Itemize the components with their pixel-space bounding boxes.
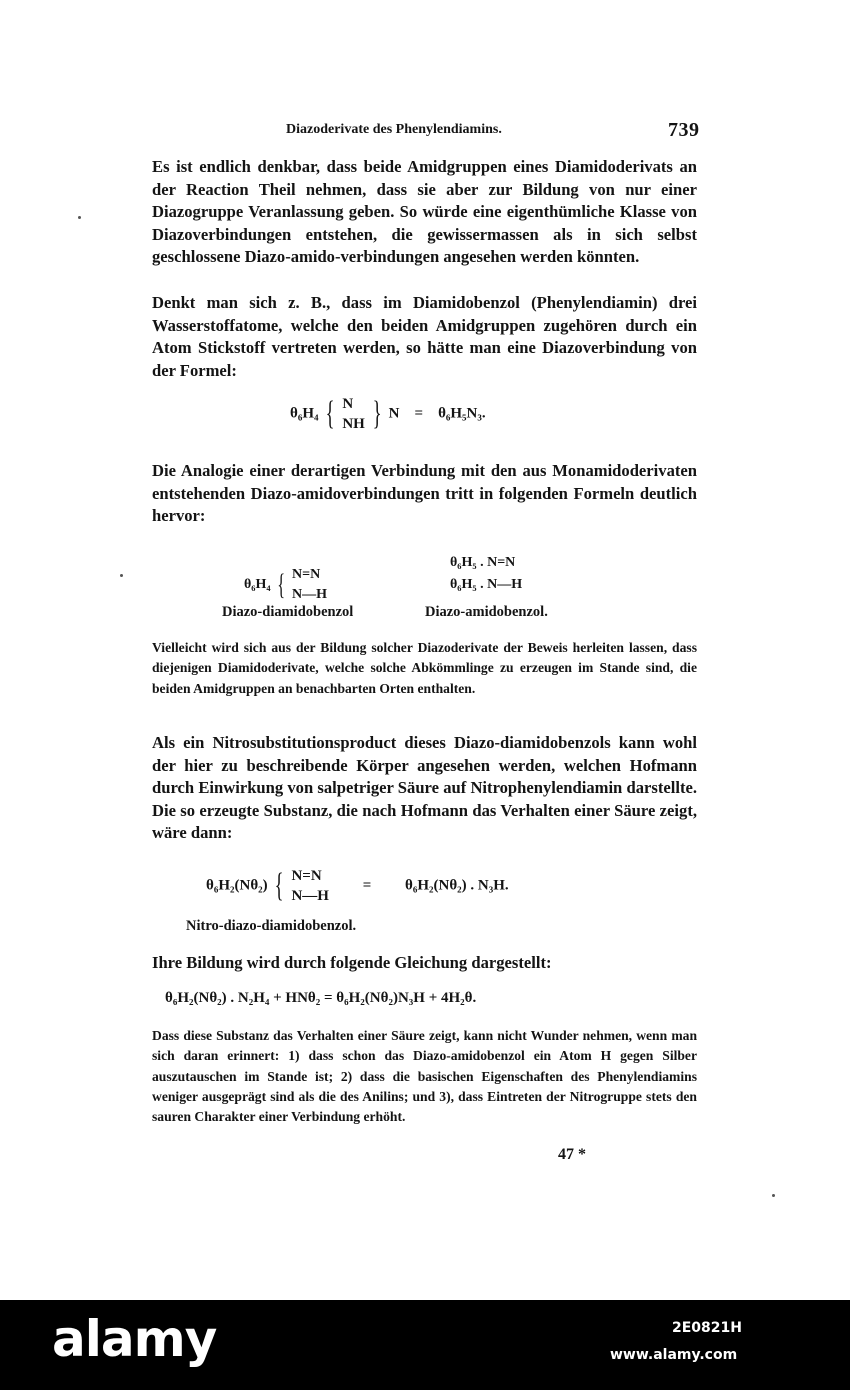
speck — [120, 574, 123, 577]
structure-diazo-amidobenzol — [450, 552, 522, 596]
formula-result: θ₆H₂(Nθ₂) . N₃H. — [405, 877, 509, 894]
footnote-text: Vielleicht wird sich aus der Bildung solcher Diazoderivate der Beweis herleiten lassen, dass diejenigen Diamidoderivate, welche solche Abkömmlinge zu erzeugen im Stande sind, die beiden Amidgruppen an benachbarten Orten enthalten. — [152, 640, 697, 696]
brace-icon: { — [277, 568, 286, 601]
structure-diazo-diamidobenzol — [244, 565, 327, 605]
footnote-text: Dass diese Substanz das Verhalten einer Säure zeigt, kann nicht Wunder nehmen, wenn man sich daran erinnert: 1) dass schon das Diazo-amidobenzol ein Atom H gegen Silber auszutauschen im Stande ist; 2) dass die basischen Eigenschaften des Phenylendiamins weniger ausgeprägt sind als die des Anilins; und 3), dass Eintreten der Nitrogruppe stets den sauren Charakter einer Verbindung erhöht. — [152, 1028, 697, 1125]
brace-icon: { — [325, 395, 335, 432]
paragraph-5 — [152, 952, 697, 975]
brace-icon: } — [372, 395, 382, 432]
signature-mark: 47 * — [558, 1146, 586, 1163]
equation: θ₆H₂(Nθ₂) . N₂H₄ + HNθ₂ = θ₆H₂(Nθ₂)N₃H + 4H₂θ. — [165, 990, 477, 1006]
structure-bottom: N—H — [292, 587, 327, 602]
formula-left: θ₆H₂(Nθ₂) — [206, 877, 268, 894]
formula-equals: = — [414, 405, 424, 422]
formula-top: N=N — [291, 868, 322, 884]
caption-left: Diazo-diamidobenzol — [222, 604, 354, 620]
formula-equals: = — [362, 877, 372, 894]
formula-stack — [291, 866, 329, 906]
footnote-1 — [152, 638, 697, 699]
structure-top: N=N — [292, 567, 321, 582]
formula-stack — [342, 394, 365, 434]
structure-top: θ₆H₅ . N=N — [450, 555, 516, 570]
paragraph-4 — [152, 732, 697, 845]
brace-icon: { — [275, 867, 285, 904]
paragraph-text: Als ein Nitrosubstitutionsproduct dieses Diazo-diamidobenzols kann wohl der hier zu beschreibende Körper angesehen werden, welchen Hofmann durch Einwirkung von salpetriger Säure auf Nitrophenylendiamin darstellte. Die so erzeugte Substanz, die nach Hofmann das Verhalten einer Säure zeigt, wäre dann: — [152, 733, 697, 843]
formula-left: θ₆H₄ — [290, 405, 319, 422]
paragraph-text: Denkt man sich z. B., dass im Diamidobenzol (Phenylendiamin) drei Wasserstoffatome, welche den beiden Amidgruppen zugehören durch ein Atom Stickstoff vertreten werden, so hätte man eine Diazoverbindung von der Formel: — [152, 293, 697, 380]
paragraph-3 — [152, 460, 697, 528]
footnote-2 — [152, 1026, 697, 1127]
structure-bottom: θ₆H₅ . N—H — [450, 577, 523, 592]
paragraph-text: Die Analogie einer derartigen Verbindung mit den aus Monamidoderivaten entstehenden Diazo-amidoverbindungen tritt in folgenden Formeln deutlich hervor: — [152, 461, 697, 526]
formula-right-n: N — [388, 405, 400, 422]
paragraph-2 — [152, 292, 697, 382]
formula-bottom: N—H — [291, 888, 329, 904]
running-header-title: Diazoderivate des Phenylendiamins. — [286, 122, 502, 137]
paragraph-text: Ihre Bildung wird durch folgende Gleichung dargestellt: — [152, 953, 552, 972]
speck — [78, 216, 81, 219]
page-number: 739 — [668, 119, 700, 141]
speck — [772, 1194, 775, 1197]
formula-result: θ₆H₅N₃. — [438, 405, 486, 422]
structure-stack — [292, 565, 327, 605]
site-url: www.alamy.com — [610, 1347, 738, 1363]
caption-right: Diazo-amidobenzol. — [425, 604, 548, 620]
formula-bottom: NH — [342, 416, 365, 432]
formula-diazo — [290, 394, 486, 434]
caption-nitro: Nitro-diazo-diamidobenzol. — [186, 918, 357, 934]
formula-top: N — [342, 396, 354, 412]
paragraph-text: Es ist endlich denkbar, dass beide Amidgruppen eines Diamidoderivats an der Reaction Theil nehmen, dass sie aber zur Bildung von nur einer Diazogruppe Veranlassung geben. So würde eine eigenthümliche Klasse von Diazoverbindungen entstehen, die gewissermassen als in sich selbst geschlossene Diazo-amido-verbindungen angesehen werden könnten. — [152, 157, 697, 267]
formula-nitro — [206, 866, 509, 906]
image-id: 2E0821H — [672, 1320, 742, 1336]
alamy-logo: alamy — [52, 1310, 217, 1368]
structure-base: θ₆H₄ — [244, 577, 271, 593]
paragraph-1 — [152, 156, 697, 269]
